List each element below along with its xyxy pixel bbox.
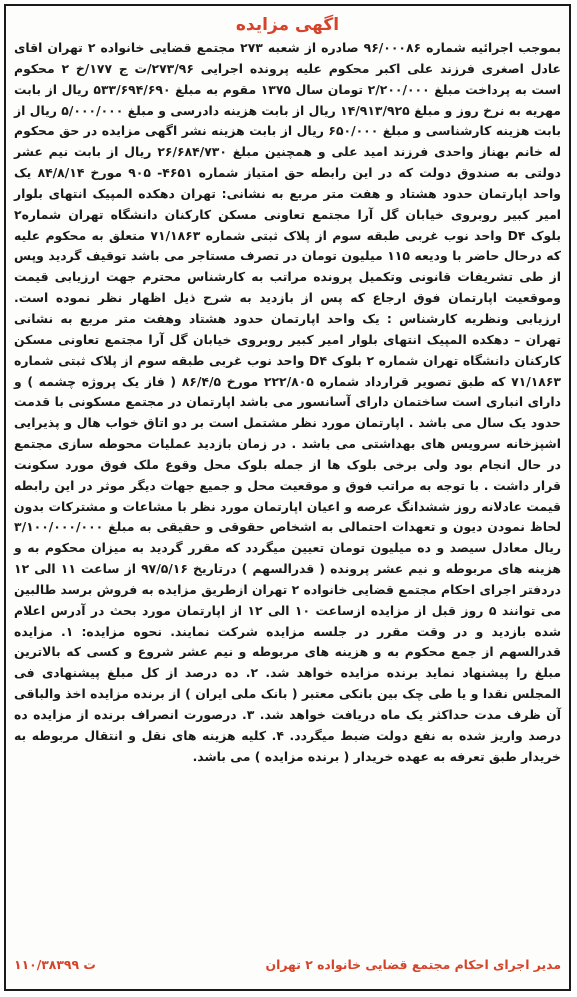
notice-body: بموجب اجرائیه شماره ۹۶/۰۰۰۸۶ صادره از شعبه ۲۷۳ مجتمع قضایی خانواده ۲ تهران اقای عادل اصغری فرزند علی اکبر محکوم علیه پرونده اجرایی ۲۷۳/۹۶/ت ج ۱۷۷/خ ۲ محکوم است به پرداخت مبلغ ۲/۲۰۰/۰۰۰ تومان سال ۱۳۷۵ مقوم به مبلغ ۵۳۳/۶۹۴/۶۹۰ ریال از بابت مهریه به نرخ روز و مبلغ ۱۴/۹۱۳/۹۲۵ ریال از بابت هزینه دادرسی و مبلغ ۵/۰۰۰/۰۰۰ ریال از بابت هزینه کارشناسی و مبلغ ۶۵۰/۰۰۰ ریال از بابت هزینه نشر اگهی مزایده در حق محکوم له خانم بهناز واحدی فرزند امید علی و همچنین مبلغ ۲۶/۶۸۴/۷۳۰ ریال از بابت نیم عشر دولتی به صندوق دولت که در این رابطه حق امتیاز شماره ۴۶۵۱- ۹۰۵ مورخ ۸۴/۸/۱۴ یک واحد اپارتمان حدود هشتاد و هفت متر مربع به نشانی: تهران دهکده المپیک انتهای بلوار امیر کبیر روبروی خیابان گل آرا مجتمع تعاونی مسکن کارکنان دانشگاه تهران شماره۲ بلوک D۴ واحد نوب غربی طبقه سوم از پلاک ثبتی شماره ۷۱/۱۸۶۳ متعلق به محکوم علیه که درحال حاضر با ودیعه ۱۱۵ میلیون تومان در تصرف مستاجر می باشد توقیف گردید وپس از طی تشریفات قانونی وتکمیل پرونده مراتب به کارشناس محترم جهت ارزیابی قیمت وموقعیت اپارتمان فوق ارجاع که پس از بازدید به شرح ذیل اظهار نظر نموده است. ارزیابی ونظریه کارشناس : یک واحد اپارتمان حدود هشتاد وهفت متر مربع به نشانی تهران – دهکده المپیک انتهای بلوار امیر کبیر روبروی خیابان گل آرا مجتمع تعاونی مسکن کارکنان دانشگاه تهران شماره ۲ بلوک D۴ واحد نوب غربی طبقه سوم از پلاک ثبتی شماره ۷۱/۱۸۶۳ که طبق تصویر قرارداد شماره ۲۲۲/۸۰۵ مورخ ۸۶/۴/۵ ( فاز یک پروژه چشمه ) و دارای انباری است ساختمان دارای آسانسور می باشد اپارتمان در مجتمع مسکونی با قدمت حدود یک سال می باشد . اپارتمان مورد نظر مشتمل است بر دو اتاق خواب هال و پذیرایی اشپزخانه سرویس های بهداشتی می باشد . در زمان بازدید عملیات محوطه سازی مجتمع در حال انجام بود ولی برخی بلوک ها از جمله بلوک محل وقوع ملک فوق مورد سکونت قرار داشت . با توجه به مراتب فوق و موقعیت محل و جمیع جهات دیگر موثر در این رابطه قیمت عادلانه روز ششدانگ عرصه و اعیان اپارتمان مورد نظر با مشاعات و مشترکات بدون لحاظ نمودن دیون و تعهدات احتمالی به اشخاص حقوقی و حقیقی به مبلغ ۳/۱۰۰/۰۰۰/۰۰۰ ریال معادل سیصد و ده میلیون تومان تعیین میگردد که مقرر گردید به میزان محکوم به و هزینه های مربوطه و نیم عشر پرونده ( قدرالسهم ) درتاریخ ۹۷/۵/۱۶ از ساعت ۱۱ الی ۱۲ دردفتر اجرای احکام مجتمع قضایی خانواده ۲ تهران ازطریق مزایده به فروش برسد طالبین می توانند ۵ روز قبل از مزایده ازساعت ۱۰ الی ۱۲ از اپارتمان مورد بحث در آدرس اعلام شده بازدید و در وقت مقرر در جلسه مزایده شرکت نمایند. نحوه مزایده: ۱. مزایده قدرالسهم از جمع محکوم به و هزینه های مربوطه و نیم عشر شروع و کسی که بالاترین مبلغ را پیشنهاد نماید برنده مزایده خواهد شد. ۲. ده درصد از کل مبلغ پیشنهادی فی المجلس نقدا و یا طی چک بین بانکی معتبر ( بانک ملی ایران ) از برنده مزایده اخذ والباقی آن ظرف مدت حداکثر یک ماه دریافت خواهد شد. ۳. درصورت انصراف برنده از مزایده ده درصد واریز شده به نفع دولت ضبط میگردد. ۴. کلیه هزینه های نقل و انتقال مربوطه به خریدار طبق تعرفه به عهده خریدار ( برنده مزایده ) می باشد. [14,40,562,764]
notice-title: اگهی مزایده [235,15,340,35]
notice-frame [4,4,571,991]
notice-footer [14,953,561,975]
signature-line: مدیر اجرای احکام مجتمع قضایی خانواده ۲ تهران [265,956,561,972]
publication-code: ۱۱۰/۳۸۳۹۹ ت [14,956,96,972]
